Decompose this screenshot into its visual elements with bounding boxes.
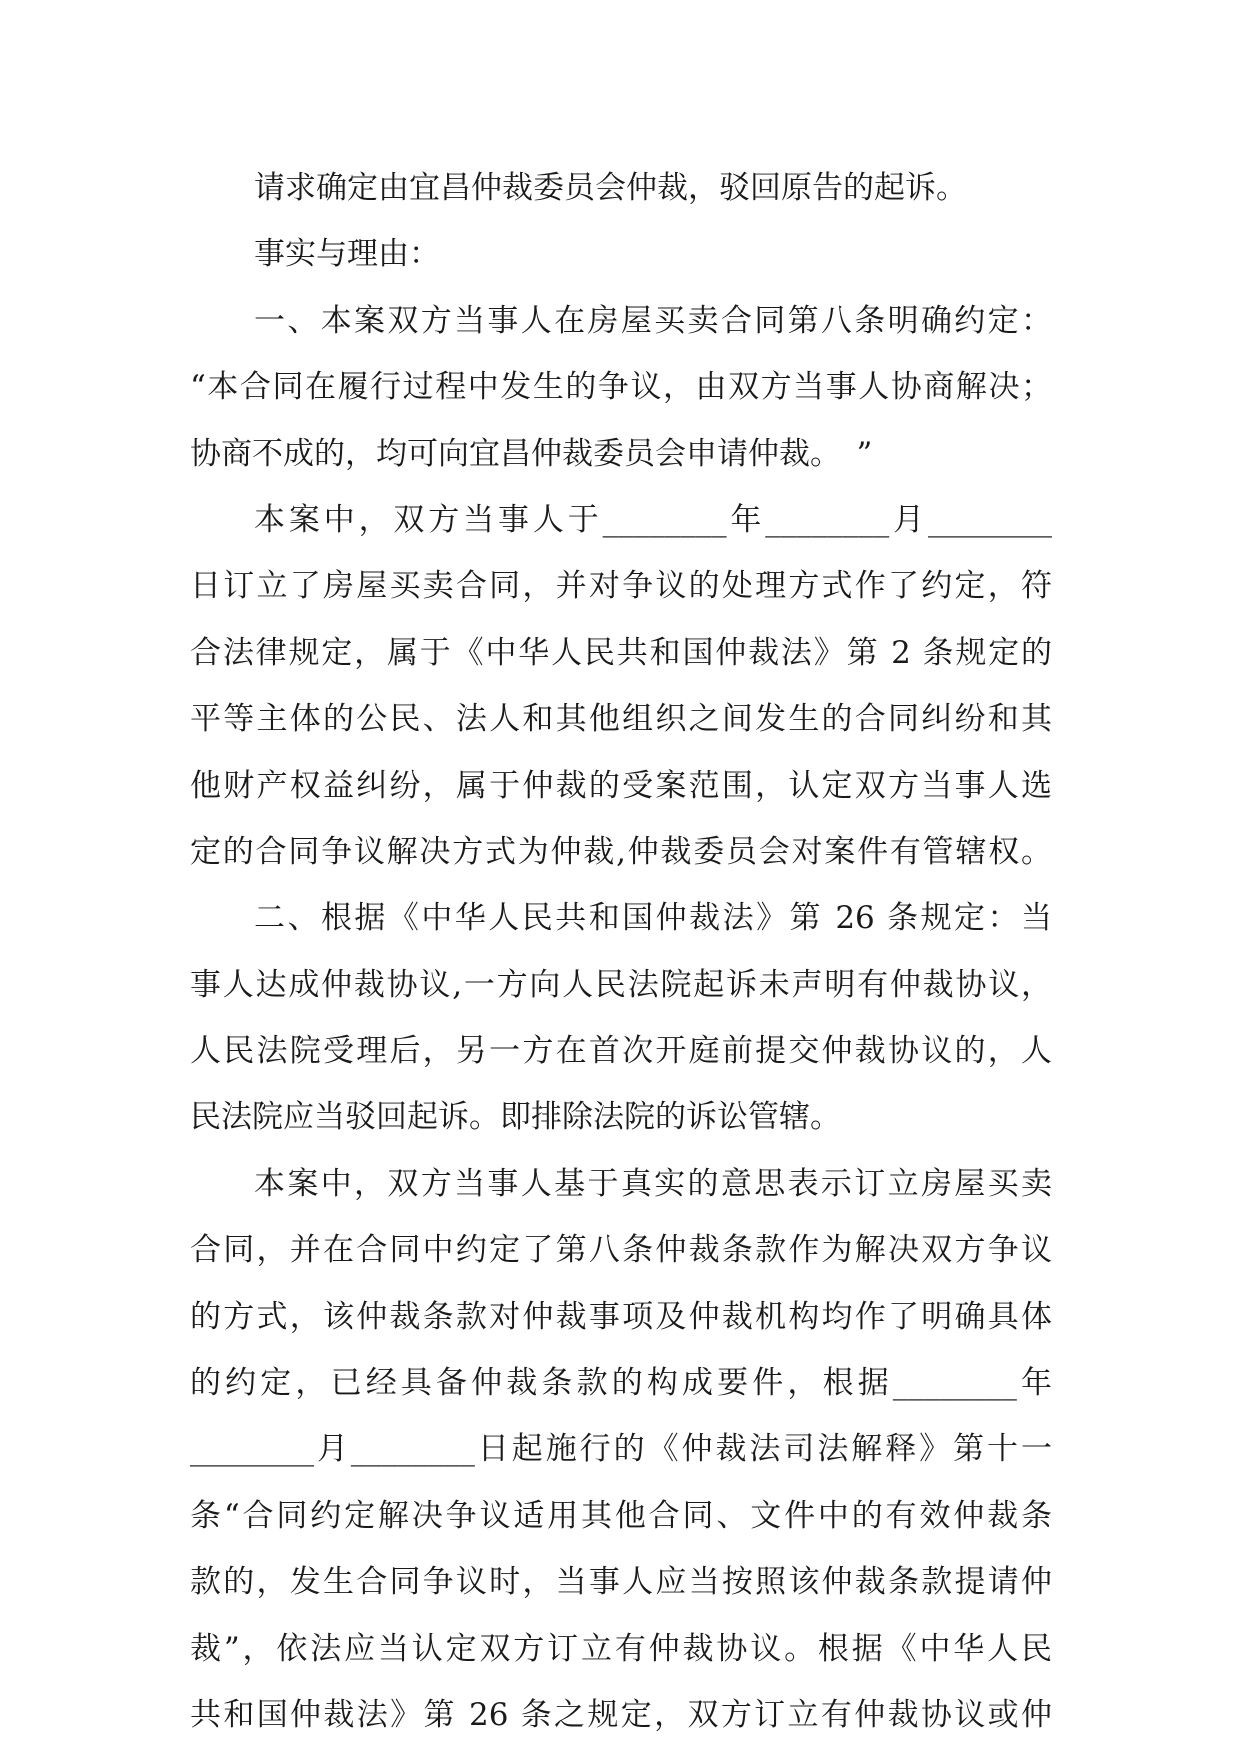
text-line: 本案中，双方当事人于________年________月________ <box>254 501 1052 538</box>
text-line: 合同，并在合同中约定了第八条仲裁条款作为解决双方争议 <box>190 1232 1052 1269</box>
text-line: “本合同在履行过程中发生的争议，由双方当事人协商解决； <box>190 369 1052 406</box>
text-line: 平等主体的公民、法人和其他组织之间发生的合同纠纷和其 <box>190 701 1052 738</box>
text-line: 的约定，已经具备仲裁条款的构成要件，根据________年 <box>190 1365 1052 1402</box>
text-line: ________月________日起施行的《仲裁法司法解释》第十一 <box>190 1431 1052 1468</box>
text-line: 事实与理由： <box>254 236 440 273</box>
text-line: 裁”，依法应当认定双方订立有仲裁协议。根据《中华人民 <box>190 1630 1052 1667</box>
text-line: 他财产权益纠纷，属于仲裁的受案范围，认定双方当事人选 <box>190 767 1052 804</box>
text-line: 本案中，双方当事人基于真实的意思表示订立房屋买卖 <box>254 1165 1052 1202</box>
text-line: 人民法院受理后，另一方在首次开庭前提交仲裁协议的，人 <box>190 1033 1052 1070</box>
text-line: 的方式，该仲裁条款对仲裁事项及仲裁机构均作了明确具体 <box>190 1298 1052 1335</box>
text-line: 请求确定由宜昌仲裁委员会仲裁，驳回原告的起诉。 <box>254 170 967 206</box>
text-line: 条“合同约定解决争议适用其他合同、文件中的有效仲裁条 <box>190 1497 1052 1534</box>
text-line: 款的，发生合同争议时，当事人应当按照该仲裁条款提请仲 <box>190 1564 1052 1601</box>
text-line: 事人达成仲裁协议,一方向人民法院起诉未声明有仲裁协议， <box>190 966 1052 1003</box>
text-line: 合法律规定，属于《中华人民共和国仲裁法》第 2 条规定的 <box>190 634 1052 671</box>
text-line: 一、本案双方当事人在房屋买卖合同第八条明确约定： <box>254 302 1052 339</box>
document-body <box>190 155 1052 1748</box>
text-line: 民法院应当驳回起诉。即排除法院的诉讼管辖。 <box>190 1099 841 1136</box>
text-line: 定的合同争议解决方式为仲裁,仲裁委员会对案件有管辖权。 <box>190 833 1052 870</box>
text-line: 协商不成的，均可向宜昌仲裁委员会申请仲裁。 ” <box>190 435 873 472</box>
text-line: 日订立了房屋买卖合同，并对争议的处理方式作了约定，符 <box>190 568 1052 605</box>
text-line: 共和国仲裁法》第 26 条之规定，双方订立有仲裁协议或仲 <box>190 1696 1052 1733</box>
text-line: 二、根据《中华人民共和国仲裁法》第 26 条规定：当 <box>254 900 1052 937</box>
